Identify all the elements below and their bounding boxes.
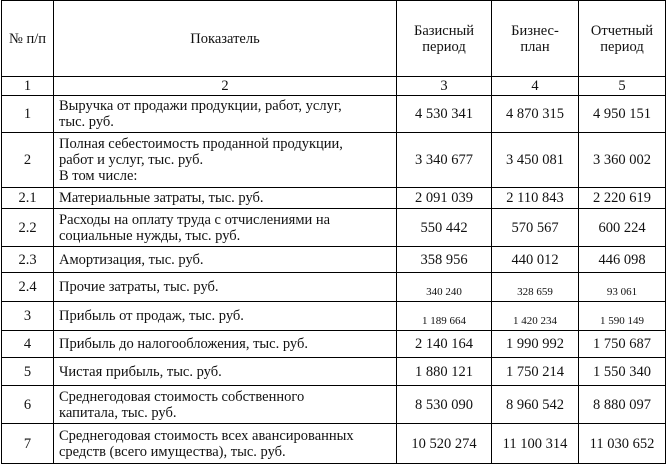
row-number: 3: [2, 302, 54, 331]
indicator-line: средств (всего имущества), тыс. руб.: [59, 443, 286, 460]
business-plan-value: 1 420 234: [492, 302, 579, 331]
column-index-cell: 2: [54, 77, 397, 96]
row-indicator: [54, 386, 397, 424]
base-period-value: 358 956: [397, 247, 492, 273]
row-indicator: [54, 331, 397, 358]
column-index-cell: 3: [397, 77, 492, 96]
indicator-line: Материальные затраты, тыс. руб.: [59, 190, 264, 206]
business-plan-value: 11 100 314: [492, 424, 579, 464]
base-period-value: 2 140 164: [397, 331, 492, 358]
business-plan-value: 2 110 843: [492, 188, 579, 209]
base-period-value: 340 240: [397, 273, 492, 302]
base-period-value: 1 189 664: [397, 302, 492, 331]
table-row: [2, 386, 666, 424]
header-base-period: [397, 1, 492, 77]
table-row: [2, 273, 666, 302]
header-business-plan: [492, 1, 579, 77]
column-index-row: [2, 77, 666, 96]
report-period-value: 2 220 619: [579, 188, 666, 209]
report-period-value: 3 360 002: [579, 133, 666, 188]
header-report-line-1: Отчетный: [590, 22, 654, 39]
indicator-line: Среднегодовая стоимость всех авансированных: [59, 427, 354, 444]
row-number: 2.1: [2, 188, 54, 209]
indicator-line: В том числе:: [59, 168, 138, 184]
business-plan-value: 328 659: [492, 273, 579, 302]
table-row: [2, 302, 666, 331]
row-number: 5: [2, 358, 54, 386]
indicator-line: Среднегодовая стоимость собственного: [59, 388, 305, 405]
business-plan-value: 1 750 214: [492, 358, 579, 386]
base-period-value: 1 880 121: [397, 358, 492, 386]
row-indicator: [54, 302, 397, 331]
report-period-value: 4 950 151: [579, 96, 666, 133]
indicator-line: Амортизация, тыс. руб.: [59, 251, 204, 268]
column-index-cell: 5: [579, 77, 666, 96]
indicator-line: Прибыль до налогообложения, тыс. руб.: [59, 336, 308, 352]
indicator-line: капитала, тыс. руб.: [59, 404, 177, 421]
base-period-value: 550 442: [397, 209, 492, 247]
business-plan-value: 440 012: [492, 247, 579, 273]
header-plan-line-2: план: [520, 38, 550, 55]
header-base-line-1: Базисный: [414, 22, 474, 39]
indicator-line: социальные нужды, тыс. руб.: [59, 227, 241, 244]
header-number: № п/п: [2, 1, 54, 77]
table-row: [2, 188, 666, 209]
row-number: 2: [2, 133, 54, 188]
business-plan-value: 4 870 315: [492, 96, 579, 133]
row-indicator: [54, 188, 397, 209]
indicator-line: тыс. руб.: [59, 114, 114, 130]
row-number: 4: [2, 331, 54, 358]
row-indicator: [54, 96, 397, 133]
row-indicator: [54, 133, 397, 188]
indicator-line: Выручка от продажи продукции, работ, услуг,: [59, 98, 342, 114]
header-report-period: [579, 1, 666, 77]
indicator-line: работ и услуг, тыс. руб.: [59, 152, 204, 168]
table-row: [2, 358, 666, 386]
indicator-line: Прочие затраты, тыс. руб.: [59, 279, 219, 295]
indicator-line: Прибыль от продаж, тыс. руб.: [59, 308, 244, 324]
header-plan-line-1: Бизнес-: [511, 22, 559, 39]
report-period-value: 1 750 687: [579, 331, 666, 358]
row-number: 7: [2, 424, 54, 464]
report-period-value: 11 030 652: [579, 424, 666, 464]
table-row: [2, 247, 666, 273]
financial-indicators-table: [1, 0, 666, 464]
business-plan-value: 1 990 992: [492, 331, 579, 358]
base-period-value: 4 530 341: [397, 96, 492, 133]
report-period-value: 1 590 149: [579, 302, 666, 331]
row-indicator: [54, 358, 397, 386]
header-row: [2, 1, 666, 77]
report-period-value: 446 098: [579, 247, 666, 273]
business-plan-value: 570 567: [492, 209, 579, 247]
row-number: 6: [2, 386, 54, 424]
row-number: 2.2: [2, 209, 54, 247]
indicator-line: Чистая прибыль, тыс. руб.: [59, 363, 222, 380]
indicator-line: Расходы на оплату труда с отчислениями на: [59, 211, 331, 228]
row-number: 2.3: [2, 247, 54, 273]
row-number: 2.4: [2, 273, 54, 302]
report-period-value: 1 550 340: [579, 358, 666, 386]
row-indicator: [54, 247, 397, 273]
table-row: [2, 209, 666, 247]
header-report-line-2: период: [600, 38, 644, 55]
header-base-line-2: период: [422, 38, 466, 55]
column-index-cell: 4: [492, 77, 579, 96]
base-period-value: 3 340 677: [397, 133, 492, 188]
business-plan-value: 3 450 081: [492, 133, 579, 188]
base-period-value: 10 520 274: [397, 424, 492, 464]
table-row: [2, 96, 666, 133]
report-period-value: 600 224: [579, 209, 666, 247]
table-row: [2, 424, 666, 464]
indicator-line: Полная себестоимость проданной продукции,: [59, 136, 343, 152]
header-indicator: Показатель: [54, 1, 397, 77]
report-period-value: 93 061: [579, 273, 666, 302]
business-plan-value: 8 960 542: [492, 386, 579, 424]
table-row: [2, 133, 666, 188]
table-row: [2, 331, 666, 358]
row-indicator: [54, 209, 397, 247]
base-period-value: 8 530 090: [397, 386, 492, 424]
column-index-cell: 1: [2, 77, 54, 96]
row-indicator: [54, 424, 397, 464]
base-period-value: 2 091 039: [397, 188, 492, 209]
report-period-value: 8 880 097: [579, 386, 666, 424]
row-indicator: [54, 273, 397, 302]
row-number: 1: [2, 96, 54, 133]
